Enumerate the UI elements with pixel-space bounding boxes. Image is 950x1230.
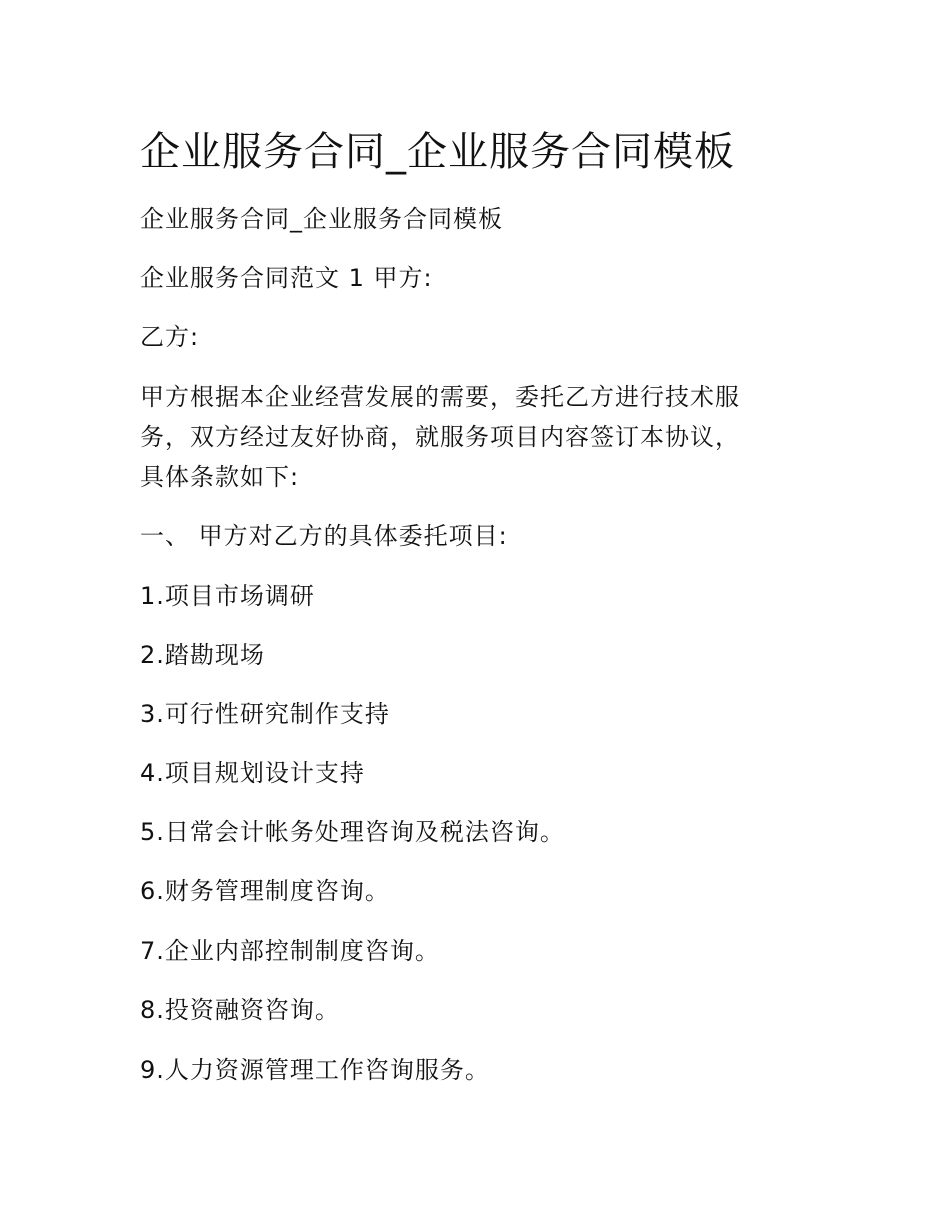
list-item: 2.踏勘现场 [140, 641, 265, 669]
list-item: 1.项目市场调研 [140, 582, 315, 610]
list-item: 5.日常会计帐务处理咨询及税法咨询。 [140, 818, 565, 846]
intro-line: 务，双方经过友好协商，就服务项目内容签订本协议， [140, 423, 740, 451]
intro-line: 具体条款如下: [140, 463, 300, 491]
list-item: 4.项目规划设计支持 [140, 759, 365, 787]
party-b-label: 乙方: [140, 323, 200, 351]
list-item: 8.投资融资咨询。 [140, 996, 340, 1024]
intro-paragraph [140, 377, 800, 497]
list-item: 7.企业内部控制制度咨询。 [140, 937, 440, 965]
list-item: 9.人力资源管理工作咨询服务。 [140, 1056, 490, 1084]
intro-line: 甲方根据本企业经营发展的需要，委托乙方进行技术服 [140, 383, 740, 411]
document-subtitle: 企业服务合同_企业服务合同模板 [140, 205, 503, 233]
section-one-heading: 一、 甲方对乙方的具体委托项目: [140, 522, 508, 550]
sample-heading: 企业服务合同范文 1 甲方: [140, 264, 433, 292]
list-item: 3.可行性研究制作支持 [140, 700, 390, 728]
list-item: 6.财务管理制度咨询。 [140, 877, 390, 905]
document-title: 企业服务合同_企业服务合同模板 [140, 129, 735, 175]
